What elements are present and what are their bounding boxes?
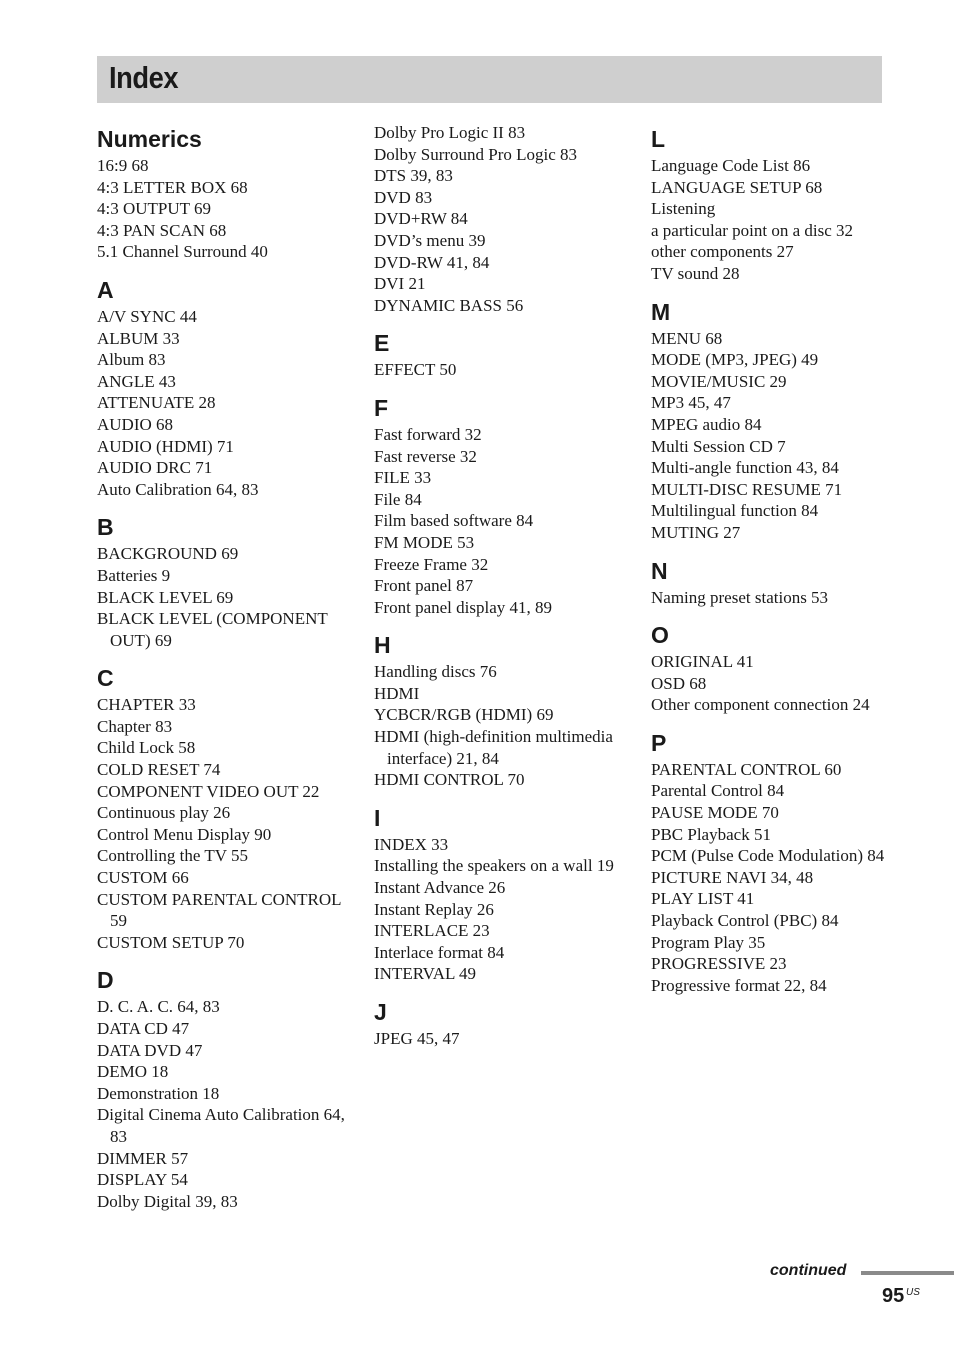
section-heading: Numerics: [97, 126, 202, 152]
index-entry: Playback Control (PBC) 84: [651, 911, 839, 931]
index-entry: HDMI: [374, 683, 420, 703]
index-entry: MOVIE/MUSIC 29: [651, 371, 787, 391]
index-column-2: [374, 124, 634, 1062]
index-entry: Multi Session CD 7: [651, 436, 786, 456]
index-entry: 4:3 LETTER BOX 68: [97, 177, 248, 197]
index-entry: Freeze Frame 32: [374, 554, 489, 574]
index-entry: File 84: [374, 489, 422, 509]
index-entry: INTERLACE 23: [374, 921, 490, 941]
index-entry: AUDIO 68: [97, 414, 174, 434]
index-entry: Interlace format 84: [374, 942, 505, 962]
index-entry: Demonstration 18: [97, 1083, 220, 1103]
index-entry: DVI 21: [374, 274, 426, 294]
index-section: [651, 297, 891, 544]
index-entry: Instant Advance 26: [374, 878, 506, 898]
index-entry: PLAY LIST 41: [651, 889, 755, 909]
index-section: [97, 663, 357, 953]
index-entry: DVD+RW 84: [374, 209, 468, 229]
index-section: [97, 512, 357, 651]
index-entry: Dolby Digital 39, 83: [97, 1191, 238, 1211]
index-entry: DYNAMIC BASS 56: [374, 295, 524, 315]
index-section: [651, 620, 891, 716]
index-column-1: [97, 124, 357, 1224]
index-entry: AUDIO (HDMI) 71: [97, 436, 234, 456]
index-entry: Dolby Pro Logic II 83: [374, 123, 526, 142]
page-number-suffix: US: [906, 1287, 920, 1298]
index-section: [374, 803, 634, 985]
index-entry: MUTING 27: [651, 522, 741, 542]
index-entry: COLD RESET 74: [97, 760, 221, 780]
index-entry: Dolby Surround Pro Logic 83: [374, 144, 578, 164]
section-heading: M: [651, 298, 671, 325]
index-section: [374, 997, 634, 1050]
index-section: [651, 728, 891, 997]
index-entry: Program Play 35: [651, 932, 766, 952]
index-entry: Continuous play 26: [97, 803, 231, 823]
index-entry: LANGUAGE SETUP 68: [651, 177, 823, 197]
index-entry: INTERVAL 49: [374, 964, 477, 984]
index-entry: MP3 45, 47: [651, 393, 731, 413]
section-heading: J: [374, 999, 387, 1025]
index-section: [374, 393, 634, 618]
index-entry: Chapter 83: [97, 716, 173, 736]
index-entry: 5.1 Channel Surround 40: [97, 242, 268, 262]
index-entry: PBC Playback 51: [651, 824, 771, 844]
index-entry: DEMO 18: [97, 1062, 169, 1082]
section-heading: L: [651, 126, 666, 152]
index-section: [97, 965, 357, 1212]
index-entry: Language Code List 86: [651, 156, 811, 175]
section-heading: F: [374, 394, 389, 421]
index-entry: Child Lock 58: [97, 738, 196, 758]
index-entry: EFFECT 50: [374, 360, 457, 380]
index-entry: BACKGROUND 69: [97, 544, 239, 564]
index-entry: Parental Control 84: [651, 781, 785, 801]
index-entry: AUDIO DRC 71: [97, 458, 213, 478]
index-entry: CUSTOM 66: [97, 868, 189, 888]
index-entry: DISPLAY 54: [97, 1170, 188, 1190]
index-section: [374, 328, 634, 381]
index-section: [651, 124, 891, 285]
index-entry: Installing the speakers on a wall 19: [374, 856, 614, 876]
index-entry: PROGRESSIVE 23: [651, 954, 787, 974]
index-entry: Film based software 84: [374, 511, 534, 531]
index-section: [374, 122, 634, 316]
index-entry: MULTI-DISC RESUME 71: [651, 479, 843, 499]
index-entry: 4:3 PAN SCAN 68: [97, 220, 227, 240]
index-entry: Front panel display 41, 89: [374, 597, 553, 617]
index-section: [651, 556, 891, 609]
index-entry: CHAPTER 33: [97, 695, 196, 715]
index-entry: INDEX 33: [374, 834, 449, 854]
index-entry: ORIGINAL 41: [651, 652, 754, 672]
page-number: 95: [882, 1285, 905, 1307]
continued-bar: [861, 1271, 954, 1275]
index-subentry: a particular point on a disc 32: [651, 220, 854, 240]
section-heading: N: [651, 557, 668, 584]
index-entry: JPEG 45, 47: [374, 1029, 460, 1048]
index-entry: Auto Calibration 64, 83: [97, 479, 259, 499]
index-entry: Fast reverse 32: [374, 446, 477, 466]
index-entry: ANGLE 43: [97, 371, 176, 391]
index-entry: DIMMER 57: [97, 1148, 189, 1168]
index-subentry: YCBCR/RGB (HDMI) 69: [374, 705, 554, 725]
index-entry: MENU 68: [651, 328, 723, 348]
index-entry: Handling discs 76: [374, 662, 497, 682]
index-entry: HDMI (high-definition multimedia interface) 21, 84: [374, 727, 613, 768]
section-heading: A: [97, 276, 114, 303]
index-entry: Batteries 9: [97, 565, 171, 585]
index-entry: PICTURE NAVI 34, 48: [651, 867, 814, 887]
section-heading: C: [97, 665, 114, 692]
index-entry: CUSTOM PARENTAL CONTROL 59: [97, 889, 341, 931]
index-entry: COMPONENT VIDEO OUT 22: [97, 781, 320, 801]
index-entry: DTS 39, 83: [374, 166, 453, 186]
section-heading: E: [374, 330, 390, 357]
index-entry: 16:9 68: [97, 156, 149, 175]
index-column-3: [651, 124, 891, 1008]
index-entry: FILE 33: [374, 468, 432, 488]
index-entry: ALBUM 33: [97, 328, 180, 348]
index-entry: Other component connection 24: [651, 695, 870, 715]
index-entry: OSD 68: [651, 673, 707, 693]
section-heading: D: [97, 967, 114, 994]
index-section: [97, 275, 357, 500]
section-heading: O: [651, 622, 669, 649]
index-entry: DVD-RW 41, 84: [374, 252, 490, 272]
index-entry: DVD 83: [374, 187, 433, 207]
index-entry: MODE (MP3, JPEG) 49: [651, 350, 819, 370]
index-entry: Digital Cinema Auto Calibration 64, 83: [97, 1105, 345, 1146]
continued-label: continued: [770, 1262, 847, 1279]
index-entry: DATA CD 47: [97, 1019, 190, 1038]
section-heading: B: [97, 514, 114, 541]
index-entry: PAUSE MODE 70: [651, 803, 779, 823]
index-entry: Instant Replay 26: [374, 899, 494, 919]
index-entry: D. C. A. C. 64, 83: [97, 997, 220, 1017]
index-entry: Album 83: [97, 350, 166, 370]
index-entry: Fast forward 32: [374, 424, 482, 444]
index-entry: Front panel 87: [374, 576, 474, 596]
index-section: [374, 630, 634, 791]
index-entry: PARENTAL CONTROL 60: [651, 759, 842, 779]
index-entry: Control Menu Display 90: [97, 824, 272, 844]
index-entry: Naming preset stations 53: [651, 587, 829, 607]
index-entry: DVD’s menu 39: [374, 230, 486, 250]
section-heading: H: [374, 632, 391, 659]
index-entry: BLACK LEVEL (COMPONENT OUT) 69: [97, 609, 328, 650]
section-heading: P: [651, 729, 667, 756]
page-title: Index: [109, 60, 179, 95]
index-entry: Listening: [651, 199, 716, 219]
index-section: [97, 124, 357, 263]
index-entry: DATA DVD 47: [97, 1040, 203, 1060]
index-subentry: TV sound 28: [651, 263, 740, 283]
index-entry: CUSTOM SETUP 70: [97, 932, 245, 952]
index-entry: PCM (Pulse Code Modulation) 84: [651, 846, 885, 866]
index-entry: Controlling the TV 55: [97, 846, 248, 866]
index-entry: MPEG audio 84: [651, 414, 762, 434]
index-entry: FM MODE 53: [374, 532, 475, 552]
index-subentry: other components 27: [651, 242, 794, 262]
index-entry: 4:3 OUTPUT 69: [97, 199, 211, 219]
title-bar: [97, 56, 882, 103]
index-entry: Multi-angle function 43, 84: [651, 458, 839, 478]
index-entry: ATTENUATE 28: [97, 393, 216, 413]
index-entry: HDMI CONTROL 70: [374, 770, 525, 790]
index-entry: A/V SYNC 44: [97, 306, 197, 326]
index-entry: Progressive format 22, 84: [651, 975, 827, 995]
index-entry: Multilingual function 84: [651, 501, 819, 521]
index-entry: BLACK LEVEL 69: [97, 587, 234, 607]
section-heading: I: [374, 804, 381, 831]
